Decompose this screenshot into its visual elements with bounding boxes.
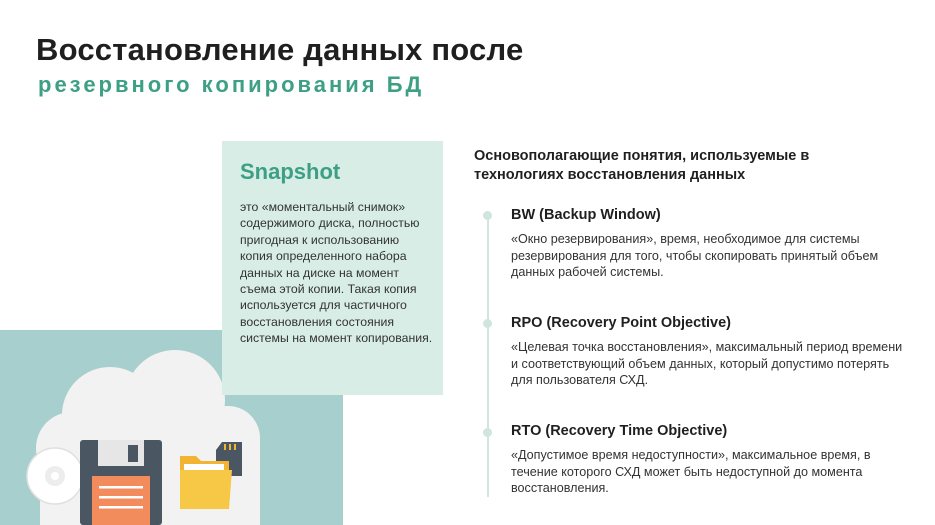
page-title: Восстановление данных после xyxy=(36,32,524,67)
concept-item-rpo xyxy=(511,315,911,389)
timeline-dot xyxy=(483,211,492,220)
snapshot-title: Snapshot xyxy=(240,159,341,184)
concept-item-rto xyxy=(511,423,911,497)
folder-icon xyxy=(180,456,232,509)
timeline-line xyxy=(487,215,489,497)
concepts-heading: Основополагающие понятия, используемые в технологиях восстановления данных xyxy=(474,148,810,183)
concept-text: «Допустимое время недоступности», максимальное время, в течение которого СХД может быть недоступной до момента восстановления. xyxy=(511,448,871,495)
timeline-dot xyxy=(483,319,492,328)
concept-title: RTO (Recovery Time Objective) xyxy=(511,423,728,439)
floppy-disk-icon xyxy=(80,440,162,525)
concept-title: BW (Backup Window) xyxy=(511,207,661,223)
disc-icon xyxy=(27,448,83,504)
timeline-dot xyxy=(483,428,492,437)
concept-text: «Окно резервирования», время, необходимое для системы резервирования для того, чтобы скопировать принятый объем данных рабочей системы. xyxy=(511,232,879,279)
concept-title: RPO (Recovery Point Objective) xyxy=(511,315,731,331)
concept-text: «Целевая точка восстановления», максимальный период времени и соответствующий объем данных, который допустимо потерять для пользователя СХД. xyxy=(511,340,903,387)
page-subtitle: резервного копирования БД xyxy=(38,72,425,97)
snapshot-description: это «моментальный снимок» содержимого диска, полностью пригодная к использованию копия определенного набора данных на диске на момент съема этой копии. Такая копия используется для частичного восстановления состояния системы на момент копирования. xyxy=(240,200,433,346)
concept-item-bw xyxy=(511,207,911,281)
snapshot-card xyxy=(222,141,443,395)
